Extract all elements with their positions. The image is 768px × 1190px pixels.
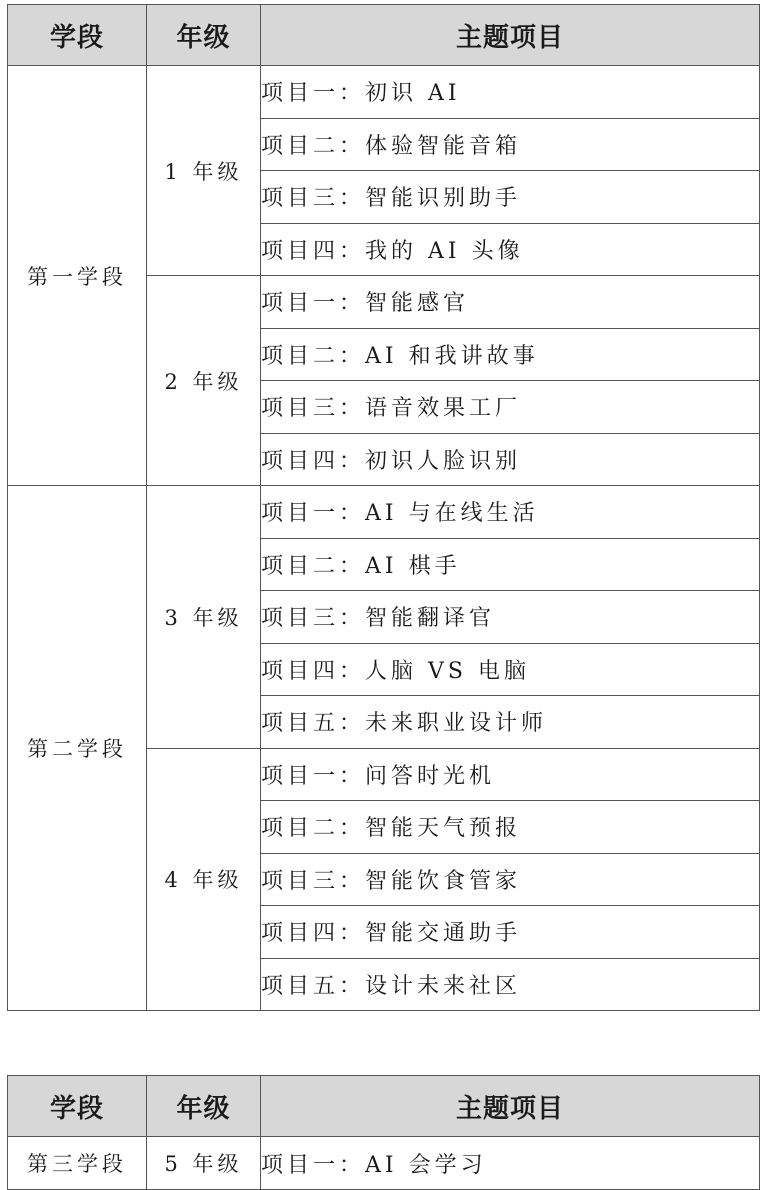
curriculum-table-2 bbox=[7, 1075, 760, 1190]
project-cell: 项目一：AI 会学习 bbox=[261, 1137, 760, 1190]
stage-cell: 第一学段 bbox=[8, 66, 147, 486]
project-cell: 项目三：语音效果工厂 bbox=[261, 381, 760, 434]
project-cell: 项目三：智能翻译官 bbox=[261, 591, 760, 644]
header-stage: 学段 bbox=[8, 1076, 147, 1137]
header-topic: 主题项目 bbox=[261, 1076, 760, 1137]
project-cell: 项目三：智能识别助手 bbox=[261, 171, 760, 224]
project-cell: 项目四：人脑 VS 电脑 bbox=[261, 643, 760, 696]
project-cell: 项目四：初识人脸识别 bbox=[261, 433, 760, 486]
project-cell: 项目五：未来职业设计师 bbox=[261, 696, 760, 749]
stage-cell: 第三学段 bbox=[8, 1137, 147, 1190]
curriculum-table-1 bbox=[7, 4, 760, 1011]
table-row bbox=[8, 66, 760, 119]
project-cell: 项目一：智能感官 bbox=[261, 276, 760, 329]
project-cell: 项目三：智能饮食管家 bbox=[261, 853, 760, 906]
header-stage: 学段 bbox=[8, 5, 147, 66]
table-row bbox=[8, 1137, 760, 1190]
table-row bbox=[8, 486, 760, 539]
project-cell: 项目二：AI 和我讲故事 bbox=[261, 328, 760, 381]
project-cell: 项目五：设计未来社区 bbox=[261, 958, 760, 1011]
header-row bbox=[8, 5, 760, 66]
project-cell: 项目二：AI 棋手 bbox=[261, 538, 760, 591]
project-cell: 项目四：我的 AI 头像 bbox=[261, 223, 760, 276]
project-cell: 项目二：智能天气预报 bbox=[261, 801, 760, 854]
grade-cell: 5 年级 bbox=[147, 1137, 261, 1190]
project-cell: 项目一：AI 与在线生活 bbox=[261, 486, 760, 539]
grade-cell: 4 年级 bbox=[147, 748, 261, 1011]
stage-cell: 第二学段 bbox=[8, 486, 147, 1011]
project-cell: 项目二：体验智能音箱 bbox=[261, 118, 760, 171]
project-cell: 项目一：问答时光机 bbox=[261, 748, 760, 801]
grade-cell: 3 年级 bbox=[147, 486, 261, 749]
project-cell: 项目四：智能交通助手 bbox=[261, 906, 760, 959]
header-topic: 主题项目 bbox=[261, 5, 760, 66]
header-grade: 年级 bbox=[147, 5, 261, 66]
header-grade: 年级 bbox=[147, 1076, 261, 1137]
grade-cell: 2 年级 bbox=[147, 276, 261, 486]
project-cell: 项目一：初识 AI bbox=[261, 66, 760, 119]
grade-cell: 1 年级 bbox=[147, 66, 261, 276]
header-row bbox=[8, 1076, 760, 1137]
